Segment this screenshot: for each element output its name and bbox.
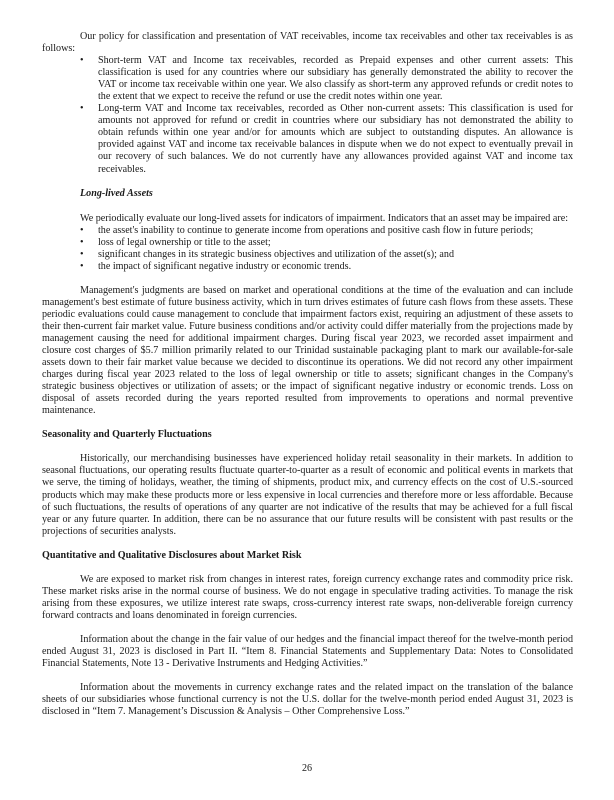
list-item: • Long-term VAT and Income tax receivables, recorded as Other non-current assets: This classification is used for amounts not approved for refund or credit in countries where our subsidiary has not demonstrated the ability to obtain refunds within one year and/or for amounts which are subject to outstanding disputes. An allowance is provided against VAT and income tax receivable balances in dispute when we do not expect to eventually prevail in our recovery of such balances. We do not currently have any allowances provided against VAT and income tax receivables. — [80, 103, 573, 175]
long-lived-assets-intro: We periodically evaluate our long-lived assets for indicators of impairment. Indicators that an asset may be impaired are: — [80, 212, 569, 224]
bullet-icon: • — [80, 260, 84, 272]
list-item: • the impact of significant negative industry or economic trends. — [80, 260, 352, 272]
list-item: • loss of legal ownership or title to the asset; — [80, 236, 271, 248]
currency-movements-paragraph: Information about the movements in currency exchange rates and the related impact on the translation of the balance sheets of our subsidiaries whose functional currency is not the U.S. dollar for the twelve-month period ended August 31, 2023 is disclosed in “Item 7. Management’s Discussion & Analysis – Other Comprehensive Loss.” — [42, 682, 573, 718]
bullet-icon: • — [80, 248, 84, 260]
page-number: 26 — [301, 763, 313, 774]
bullet-icon: • — [80, 236, 84, 248]
impairment-indicators-list — [42, 225, 573, 273]
list-item: • significant changes in its strategic business objectives and utilization of the asset(s); and — [80, 248, 454, 260]
list-item: • the asset's inability to continue to generate income from operations and positive cash flow in future periods; — [80, 224, 534, 236]
list-item: • Short-term VAT and Income tax receivables, recorded as Prepaid expenses and other current assets: This classification is used for any countries where our subsidiary has generally demonstrated the ability to recover the VAT or income tax receivable within one year. We also classify as short-term any approved refunds or credit notes to the extent that we expect to receive the refund or use the credit notes within one year. — [80, 55, 573, 103]
section-heading-seasonality: Seasonality and Quarterly Fluctuations — [42, 429, 212, 441]
vat-policy-list — [42, 55, 573, 175]
market-risk-paragraph: We are exposed to market risk from changes in interest rates, foreign currency exchange rates and commodity price risk. These market risks arise in the normal course of business. We do not engage in speculative trading activities. To manage the risk arising from these exposures, we utilize interest rate swaps, cross-currency interest rate swaps, non-deliverable foreign currency forward contracts and loans denominated in foreign currencies. — [42, 573, 573, 621]
section-heading-long-lived-assets: Long-lived Assets — [80, 187, 153, 199]
section-heading-market-risk: Quantitative and Qualitative Disclosures about Market Risk — [42, 549, 302, 561]
bullet-icon: • — [80, 55, 84, 67]
bullet-icon: • — [80, 103, 84, 115]
hedges-paragraph: Information about the change in the fair value of our hedges and the financial impact thereof for the twelve-month period ended August 31, 2023 is disclosed in Part II. “Item 8. Financial Statements and Supplementary Data: Notes to Consolidated Financial Statements, Note 13 - Derivative Instruments and Hedging Activities.” — [42, 633, 573, 670]
long-lived-assets-paragraph: Management's judgments are based on market and operational conditions at the time of the evaluation and can include management's best estimate of future business activity, which in turn drives estimates of future cash flows from these assets. These periodic evaluations could cause management to conclude that impairment factors exist, requiring an adjustment of these assets to their then-current fair market value. Future business conditions and/or activity could differ materially from the projections made by management causing the need for additional impairment charges. During fiscal year 2023, we recorded asset impairment and closure cost charges of $5.7 million primarily related to our Trinidad sustainable packaging plant to mark our available-for-sale assets down to their fair market value because we decided to discontinue its operations. We did not record any other impairment charges during fiscal year 2023 related to the loss of legal ownership or title to assets; significant changes in the Company's strategic business objectives or utilization of assets; or the impact of significant negative industry or economic trends. Loss on disposal of assets recorded during the years reported resulted from improvements to operations and normal preventive maintenance. — [42, 284, 573, 417]
vat-policy-intro: Our policy for classification and presentation of VAT receivables, income tax receivables and other tax receivables is as follows: — [42, 31, 573, 55]
seasonality-paragraph: Historically, our merchandising businesses have experienced holiday retail seasonality in their markets. In addition to seasonal fluctuations, our operating results fluctuate quarter-to-quarter as a result of economic and political events in markets that we serve, the timing of holidays, weather, the timing of shipments, product mix, and currency effects on the cost of U.S.-sourced products which may make these products more or less expensive in local currencies and therefore more or less affordable. Because of such fluctuations, the results of operations of any quarter are not indicative of the results that may be achieved for a full fiscal year or any future quarter. In addition, there can be no assurance that our future results will be consistent with past results or the projections of securities analysts. — [42, 453, 573, 537]
bullet-icon: • — [80, 224, 84, 236]
document-page — [42, 31, 573, 718]
